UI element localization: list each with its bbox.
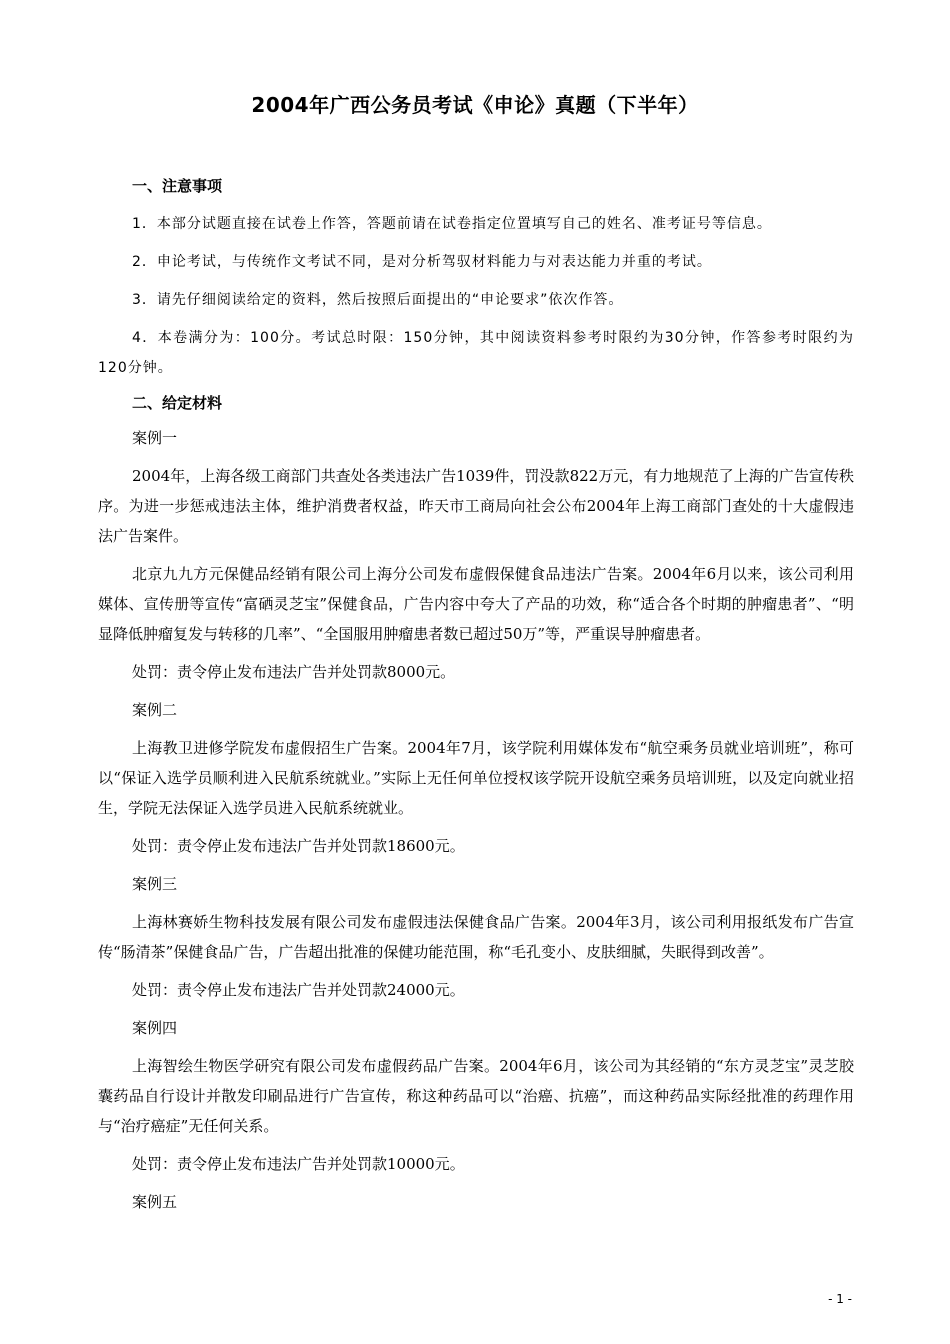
section-heading-materials: 二、给定材料 — [132, 394, 223, 412]
case-text: 北京九九方元保健品经销有限公司上海分公司发布虚假保健食品违法广告案。2004年6月以来，该公司利用媒体、宣传册等宣传“富硒灵芝宝”保健食品，广告内容中夸大了产品的功效，称“适合各个时期的肿瘤患者”、“明显降低肿瘤复发与转移的几率”、“全国服用肿瘤患者数已超过50万”等，严重误导肿瘤患者。 — [98, 565, 854, 643]
page-title: 2004年广西公务员考试《申论》真题（下半年） — [251, 93, 699, 117]
case-label: 案例四 — [132, 1019, 178, 1037]
case-intro: 2004年，上海各级工商部门共查处各类违法广告1039件，罚没款822万元，有力地规范了上海的广告宣传秩序。为进一步惩戒违法主体，维护消费者权益，昨天市工商局向社会公布2004年上海工商部门查处的十大虚假违法广告案件。 — [98, 467, 854, 545]
case-label: 案例三 — [132, 875, 178, 893]
case-penalty: 处罚：责令停止发布违法广告并处罚款8000元。 — [132, 663, 456, 681]
note-item: 2．申论考试，与传统作文考试不同，是对分析驾驭材料能力与对表达能力并重的考试。 — [132, 254, 712, 270]
case-penalty: 处罚：责令停止发布违法广告并处罚款10000元。 — [132, 1155, 465, 1173]
page-number: - 1 - — [828, 1292, 852, 1306]
section-heading-notes: 一、注意事项 — [132, 177, 223, 195]
document-body — [98, 174, 854, 1217]
case-penalty: 处罚：责令停止发布违法广告并处罚款18600元。 — [132, 837, 465, 855]
note-item: 3．请先仔细阅读给定的资料，然后按照后面提出的“申论要求”依次作答。 — [132, 292, 624, 308]
case-label: 案例二 — [132, 701, 178, 719]
case-text: 上海教卫进修学院发布虚假招生广告案。2004年7月，该学院利用媒体发布“航空乘务员就业培训班”，称可以“保证入选学员顺利进入民航系统就业。”实际上无任何单位授权该学院开设航空乘务员培训班，以及定向就业招生，学院无法保证入选学员进入民航系统就业。 — [98, 739, 854, 817]
note-item: 4．本卷满分为：100分。考试总时限：150分钟，其中阅读资料参考时限约为30分钟，作答参考时限约为120分钟。 — [98, 330, 854, 376]
case-label: 案例一 — [132, 429, 178, 447]
case-text: 上海林赛娇生物科技发展有限公司发布虚假违法保健食品广告案。2004年3月，该公司利用报纸发布广告宣传“肠清茶”保健食品广告，广告超出批准的保健功能范围，称“毛孔变小、皮肤细腻，失眠得到改善”。 — [98, 913, 854, 961]
case-label: 案例五 — [132, 1193, 178, 1211]
note-item: 1．本部分试题直接在试卷上作答，答题前请在试卷指定位置填写自己的姓名、准考证号等信息。 — [132, 216, 772, 232]
case-text: 上海智绘生物医学研究有限公司发布虚假药品广告案。2004年6月，该公司为其经销的“东方灵芝宝”灵芝胶囊药品自行设计并散发印刷品进行广告宣传，称这种药品可以“治癌、抗癌”，而这种药品实际经批准的药理作用与“治疗癌症”无任何关系。 — [98, 1057, 854, 1135]
case-penalty: 处罚：责令停止发布违法广告并处罚款24000元。 — [132, 981, 465, 999]
